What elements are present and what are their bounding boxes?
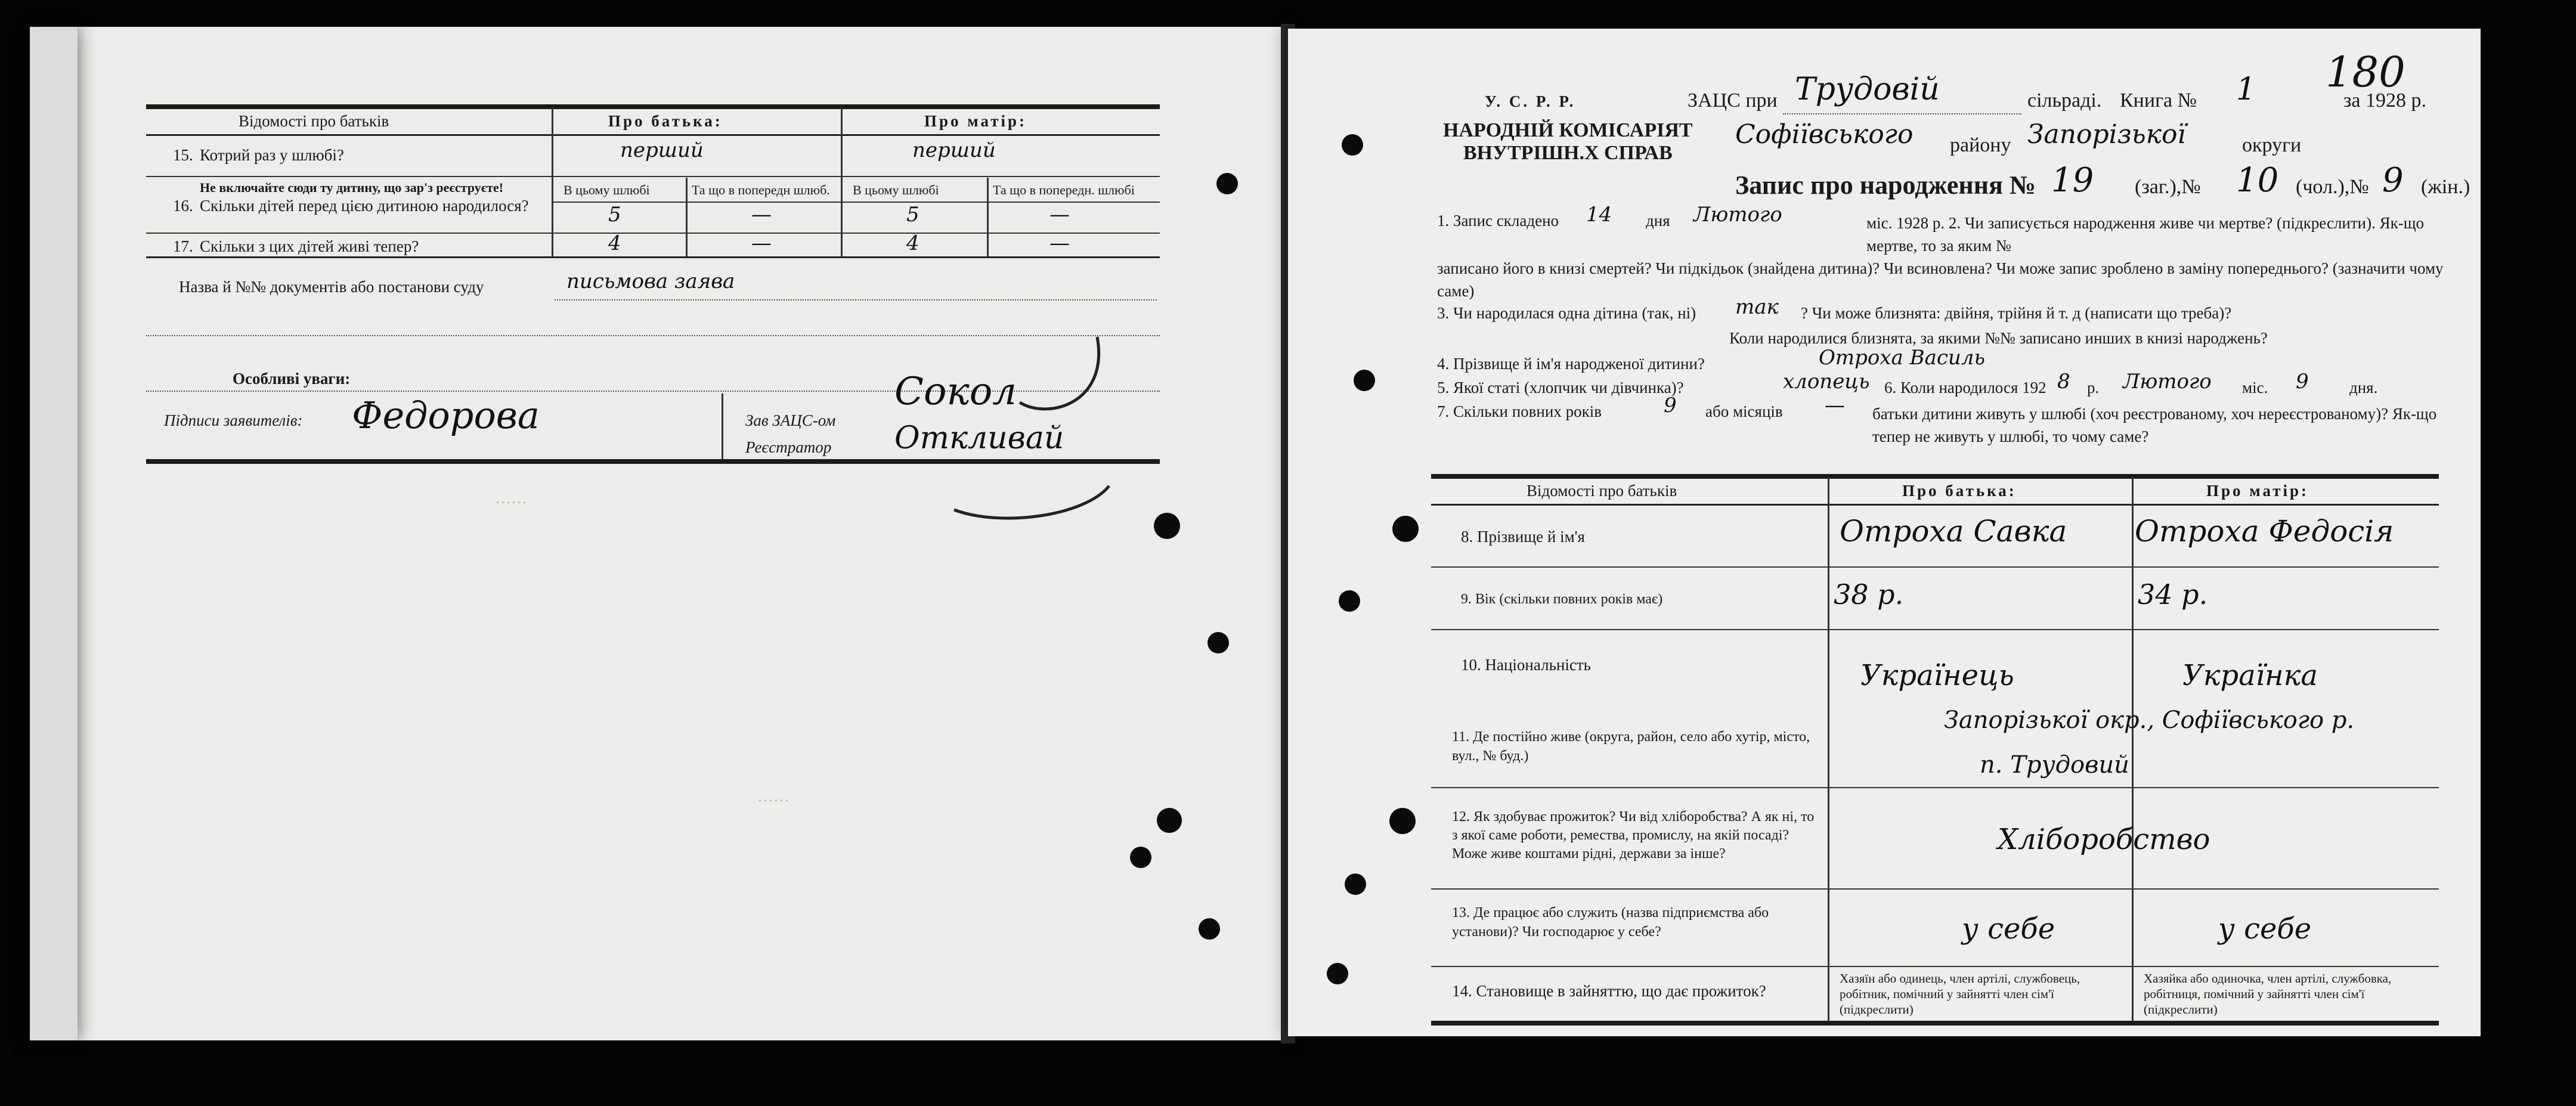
row8-label: 8. Прізвище й ім'я bbox=[1461, 528, 1585, 546]
right-header-info: Відомості про батьків bbox=[1527, 482, 1677, 500]
q6-month: Лютого bbox=[2123, 370, 2212, 394]
left-header-mother: Про матір: bbox=[924, 112, 1027, 130]
remarks-label: Особливі уваги: bbox=[233, 370, 351, 388]
punch-hole bbox=[1389, 808, 1416, 834]
row16-sub-f2: Та що в попередн шлюб. bbox=[692, 182, 830, 197]
punch-hole bbox=[1345, 873, 1366, 895]
village-value: Трудовій bbox=[1795, 72, 1940, 107]
punch-hole bbox=[1208, 632, 1229, 653]
q7-text-b: або місяців bbox=[1705, 402, 1783, 420]
punch-hole bbox=[1130, 847, 1151, 868]
row17-rule bbox=[146, 256, 1160, 258]
q5-text: 5. Якої статі (хлопчик чи дівчинка)? bbox=[1437, 379, 1684, 396]
q7-text-c: батьки дитини живуть у шлюбі (хоч реєстрованому, хоч нереєстрованому)? Як-що тепер не живуть у шлюбі, то чому саме? bbox=[1872, 405, 2437, 445]
row16-father-2: — bbox=[751, 203, 772, 227]
q4-value: Отроха Василь bbox=[1819, 346, 1985, 370]
row16-father-1: 5 bbox=[608, 203, 621, 227]
signature-divider bbox=[722, 394, 723, 459]
punch-hole bbox=[1154, 513, 1180, 539]
male-label: (чол.),№ bbox=[2296, 176, 2369, 198]
row8-rule bbox=[1431, 566, 2439, 568]
punch-hole bbox=[1339, 590, 1360, 612]
row16-sub-f1: В цьому шлюбі bbox=[564, 182, 650, 197]
q6-text-b: р. bbox=[2087, 379, 2100, 396]
q3-value: так bbox=[1735, 295, 1779, 319]
punch-hole bbox=[1199, 918, 1220, 940]
documents-label: Назва й №№ документів або постанови суду bbox=[179, 278, 484, 296]
head-label: Зав ЗАЦС-ом bbox=[745, 411, 836, 429]
punch-hole bbox=[1216, 173, 1238, 194]
row11-rule bbox=[1431, 787, 2439, 788]
left-header-info: Відомості про батьків bbox=[239, 112, 389, 130]
row11-mother: п. Трудовий bbox=[1980, 751, 2129, 779]
row13-rule bbox=[1431, 966, 2439, 967]
row17-mother-1: 4 bbox=[906, 231, 919, 255]
row14-father: Хазяїн або одинець, член артілі, службовець, робітник, помічний у зайнятті член сім'ї (підкреслити) bbox=[1840, 971, 2080, 1017]
row16-mother-1: 5 bbox=[906, 203, 919, 227]
row10-label: 10. Національність bbox=[1461, 656, 1591, 674]
left-page-edge bbox=[30, 27, 78, 1040]
row15-num: 15. bbox=[173, 146, 193, 164]
row13-father: у себе bbox=[1962, 912, 2055, 946]
q1-text-b: дня bbox=[1646, 212, 1670, 230]
page-number: 180 bbox=[2326, 48, 2405, 97]
applicant-signature: Федорова bbox=[352, 394, 540, 437]
left-header-top-rule bbox=[146, 104, 1160, 109]
q7-years: 9 bbox=[1664, 394, 1677, 417]
row17-father-2: — bbox=[751, 231, 772, 255]
q6-text-d: дня. bbox=[2349, 379, 2378, 396]
row10-mother: Українка bbox=[2182, 659, 2318, 692]
book-number: 1 bbox=[2236, 72, 2256, 107]
record-number: 19 bbox=[2051, 161, 2094, 200]
row13-mother: у себе bbox=[2218, 912, 2312, 946]
row12-rule bbox=[1431, 888, 2439, 890]
general-label: (заг.),№ bbox=[2135, 176, 2201, 198]
q3-text-a: 3. Чи народилася одна дітина (так, ні) bbox=[1437, 304, 1696, 322]
male-number: 10 bbox=[2236, 161, 2279, 200]
q1-day: 14 bbox=[1586, 203, 1612, 227]
row9-father: 38 р. bbox=[1834, 578, 1904, 611]
q6-text-a: 6. Коли народилося 192 bbox=[1884, 379, 2046, 396]
row16-num: 16. bbox=[173, 197, 193, 215]
okrug-value: Запорізької bbox=[2027, 119, 2186, 150]
row11-label: 11. Де постійно живе (округа, район, село або хутір, місто, вул., № буд.) bbox=[1452, 729, 1810, 764]
left-subcol-f bbox=[686, 178, 688, 256]
year-label: за 1928 р. bbox=[2343, 89, 2427, 111]
district-label: району bbox=[1950, 134, 2011, 156]
q6-year: 8 bbox=[2057, 370, 2070, 394]
signature-flourish bbox=[930, 331, 1121, 528]
q1-text-c: міс. 1928 р. 2. Чи записується народження живе чи мертве? (підкреслити). Як-що мертве, то за яким № bbox=[1866, 214, 2425, 255]
q6-text-c: міс. bbox=[2242, 379, 2268, 396]
right-table-top-rule bbox=[1431, 474, 2439, 479]
registrar-label: Реєстратор bbox=[745, 438, 832, 456]
row13-label: 13. Де працює або служить (назва підприємства або установи)? Чи господарює у себе? bbox=[1452, 905, 1769, 940]
row9-mother: 34 р. bbox=[2138, 578, 2208, 611]
punch-hole bbox=[1157, 808, 1182, 833]
q1-month: Лютого bbox=[1693, 203, 1782, 227]
row17-father-1: 4 bbox=[608, 231, 621, 255]
left-page bbox=[30, 27, 1288, 1040]
village-council-label: сільраді. bbox=[2027, 89, 2102, 111]
row8-mother: Отроха Федосія bbox=[2135, 514, 2394, 549]
left-subcol-m bbox=[987, 178, 989, 256]
row14-mother: Хазяйка або одиночка, член артілі, службовка, робітниця, помічний у зайнятті член сім'ї (підкреслити) bbox=[2144, 971, 2392, 1017]
q5-value: хлопець bbox=[1783, 370, 1870, 394]
row12-label: 12. Як здобуває прожиток? Чи від хліборобства? А як ні, то з якої саме роботи, ремества, промислу, на якій посаді? Може живе коштами рідні, держави за інше? bbox=[1452, 809, 1815, 862]
row16-label: Скільки дітей перед цією дитиною народилося? bbox=[200, 197, 529, 215]
row15-rule bbox=[146, 176, 1160, 177]
row15-label: Котрий раз у шлюбі? bbox=[200, 146, 344, 164]
row16-mother-2: — bbox=[1049, 203, 1070, 227]
row16-sub-m2: Та що в попередн. шлюбі bbox=[993, 182, 1135, 197]
village-line bbox=[1783, 113, 2021, 114]
zags-label: ЗАЦС при bbox=[1688, 89, 1778, 111]
row14-label: 14. Становище в зайняттю, що дає прожиток? bbox=[1452, 982, 1766, 1000]
row17-num: 17. bbox=[173, 237, 193, 255]
q4-text: 4. Прізвище й ім'я народженої дитини? bbox=[1437, 355, 1705, 373]
documents-value: письмова заява bbox=[566, 269, 735, 293]
row17-mother-2: — bbox=[1049, 231, 1070, 255]
okrug-label: округи bbox=[2242, 134, 2302, 156]
row17-label: Скільки з цих дітей живі тепер? bbox=[200, 237, 419, 255]
district-value: Софіївського bbox=[1735, 119, 1914, 150]
row8-father: Отроха Савка bbox=[1840, 514, 2067, 549]
bleed-through-2: …… bbox=[757, 787, 789, 805]
signatures-label: Підписи заявителів: bbox=[164, 411, 303, 429]
right-col-divider-2 bbox=[2132, 477, 2134, 1023]
q3-text-c: Коли народилися близнята, за якими №№ записано инших в книзі народжень? bbox=[1729, 329, 2268, 347]
q1-text-d: записано його в книзі смертей? Чи підкідьок (знайдена дитина)? Чи всиновлена? Чи може запис зроблено в заміну попереднього? (зазначити чому саме) bbox=[1437, 259, 2444, 300]
left-header-bottom-rule bbox=[146, 134, 1160, 136]
row10-father: Українець bbox=[1860, 659, 2014, 692]
ussr-label: У. С. Р. Р. bbox=[1485, 92, 1576, 110]
right-table-bottom-rule bbox=[1431, 1021, 2439, 1026]
punch-hole bbox=[1354, 370, 1375, 391]
commissariat-label: НАРОДНІЙ КОМІСАРІЯТ ВНУТРІШН.Х СПРАВ bbox=[1443, 119, 1693, 164]
right-header-mother: Про матір: bbox=[2206, 482, 2309, 500]
row16-sub-m1: В цьому шлюбі bbox=[853, 182, 939, 197]
right-header-father: Про батька: bbox=[1902, 482, 2017, 500]
registrar-signature: Откливай bbox=[894, 420, 1064, 456]
q7-text-a: 7. Скільки повних років bbox=[1437, 402, 1602, 420]
female-label: (жін.) bbox=[2421, 176, 2470, 198]
record-title: Запис про народження № bbox=[1735, 171, 2036, 200]
right-col-divider-1 bbox=[1828, 477, 1829, 1023]
book-label: Книга № bbox=[2120, 89, 2197, 111]
row12-value: Хліборобство bbox=[1998, 823, 2210, 856]
punch-hole bbox=[1327, 963, 1348, 984]
row15-mother: перший bbox=[912, 138, 996, 162]
left-col-divider-1 bbox=[552, 107, 553, 256]
row9-rule bbox=[1431, 629, 2439, 630]
q6-day: 9 bbox=[2296, 370, 2309, 394]
q7-months: — bbox=[1825, 394, 1845, 417]
female-number: 9 bbox=[2382, 161, 2404, 200]
row16-rule bbox=[146, 233, 1160, 234]
q1-text-a: 1. Запис складено bbox=[1437, 212, 1559, 230]
head-signature: Сокол bbox=[894, 370, 1017, 414]
left-col-divider-2 bbox=[841, 107, 843, 256]
q3-text-b: ? Чи може близнята: двійня, трійня й т. д (написати що треба)? bbox=[1801, 304, 2232, 322]
row16-note: Не включайте сюди ту дитину, що зар'з реєструєте! bbox=[200, 180, 504, 195]
right-header-rule bbox=[1431, 504, 2439, 506]
punch-hole bbox=[1392, 516, 1419, 542]
left-header-father: Про батька: bbox=[608, 112, 723, 130]
punch-hole bbox=[1342, 134, 1363, 156]
row11-father: Запорізької окр., Софіївського р. bbox=[1944, 707, 2355, 734]
row9-label: 9. Вік (скільки повних років має) bbox=[1461, 591, 1663, 607]
row15-father: перший bbox=[620, 138, 704, 162]
bleed-through-1: …… bbox=[495, 489, 527, 507]
documents-line bbox=[555, 299, 1157, 300]
